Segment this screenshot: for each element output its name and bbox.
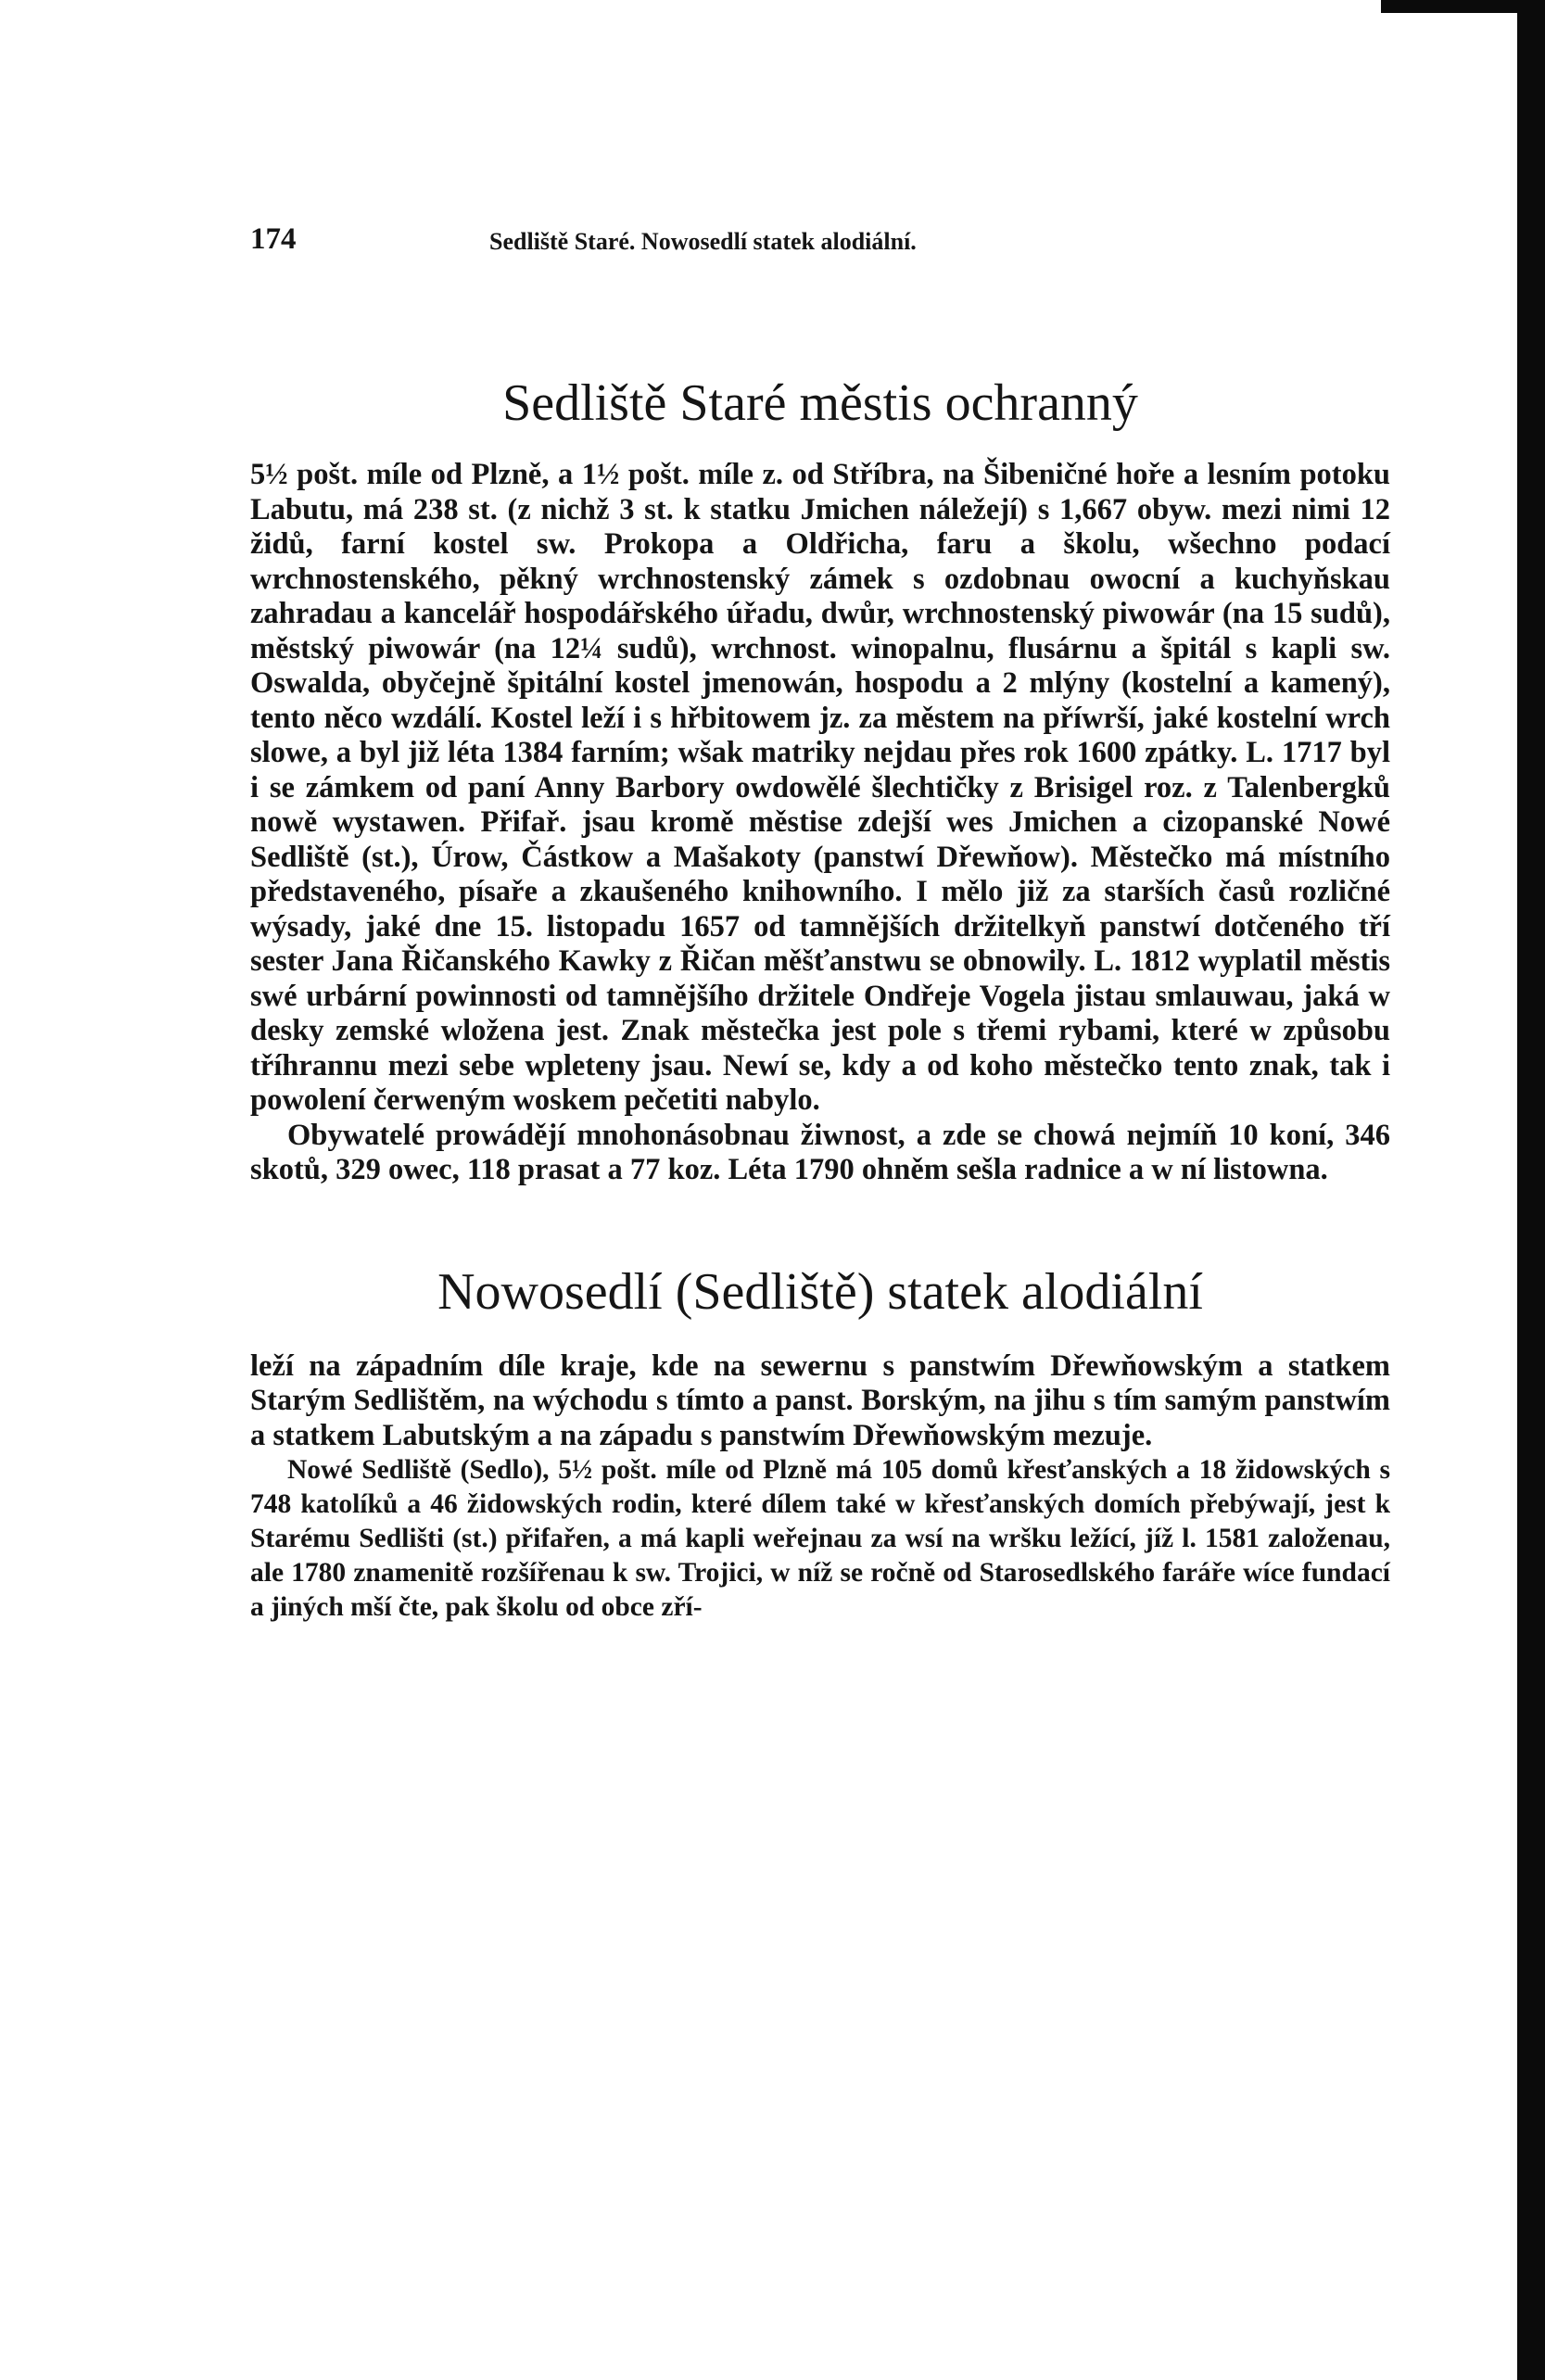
page-header [250, 222, 1390, 269]
section-title-sedliste: Sedliště Staré městis ochranný [502, 374, 1138, 432]
paragraph: leží na západním díle kraje, kde na sewernu s panstwím Dřewňowským a statkem Starým Sedlištěm, na wýchodu s tímto a panst. Borským, na jihu s tím samým panstwím a statkem Labutským a na západu s panstwím Dřewňowským mezuje. [250, 1348, 1390, 1452]
paragraph: Obywatelé prowádějí mnohonásobnau žiwnost, a zde se chowá nejmíň 10 koní, 346 skotů, 329 owec, 118 prasat a 77 koz. Léta 1790 ohněm sešla radnice a w ní listowna. [250, 1118, 1390, 1186]
running-head: Sedliště Staré. Nowosedlí statek alodiální. [489, 228, 917, 255]
scan-edge-right [1517, 0, 1545, 2380]
paragraph: 5½ pošt. míle od Plzně, a 1½ pošt. míle z. od Stříbra, na Šibeničné hoře a lesním potoku Labutu, má 238 st. (z nichž 3 st. k statku Jmichen náležejí) s 1,667 obyw. mezi nimi 12 židů, farní kostel sw. Prokopa a Oldřicha, faru a školu, wšechno podací wrchnostenského, pěkný wrchnostenský zámek s ozdobnau owocní a kuchyňskau zahradau a kancelář hospodářského úřadu, dwůr, wrchnostenský piwowár (na 15 sudů), městský piwowár (na 12¼ sudů), wrchnost. winopalnu, flusárnu a špitál s kapli sw. Oswalda, obyčejně špitální kostel jmenowán, hospodu a 2 mlýny (kostelní a kamený), tento něco wzdálí. Kostel leží i s hřbitowem jz. za městem na příwrší, jaké kostelní wrch slowe, a byl již léta 1384 farním; wšak matriky nejdau přes rok 1600 zpátky. L. 1717 byl i se zámkem od paní Anny Barbory owdowělé šlechtičky z Brisigel roz. z Talenbergků nowě wystawen. Přifař. jsau kromě městise zdejší wes Jmichen a cizopanské Nowé Sedliště (st.), Úrow, Částkow a Mašakoty (panstwí Dřewňow). Městečko má místního představeného, písaře a zkaušeného knihowního. I mělo již za starších časů rozličné wýsady, jaké dne 15. listopadu 1657 od tamnějších držitelkyň panstwí dotčeného tří sester Jana Řičanského Kawky z Řičan měšťanstwu se obnowily. L. 1812 wyplatil městis swé urbární powinnosti od tamnějšího držitele Ondřeje Vogela jistau smlauwau, jaká w desky zemské wložena jest. Znak městečka jest pole s třemi rybami, které w způsobu tříhrannu mezi sebe wpleteny jsau. Newí se, kdy a od koho městečko tento znak, tak i powolení čerweným woskem pečetiti nabylo. [250, 458, 1390, 1117]
page-number: 174 [250, 222, 297, 256]
book-page [250, 222, 1390, 1625]
paragraph-small: Nowé Sedliště (Sedlo), 5½ pošt. míle od Plzně má 105 domů křesťanských a 18 židowských s 748 katolíků a 46 židowských rodin, které dílem také w křesťanských domích přebýwají, jest k Starému Sedlišti (st.) přifařen, a má kapli weřejnau za wsí na wršku ležící, jíž l. 1581 založenau, ale 1780 znamenitě rozšířenau k sw. Trojici, w níž se ročně od Starosedlského faráře wíce fundací a jiných mší čte, pak školu od obce zří- [250, 1455, 1390, 1622]
section-title-nowosedli: Nowosedlí (Sedliště) statek alodiální [437, 1262, 1203, 1321]
